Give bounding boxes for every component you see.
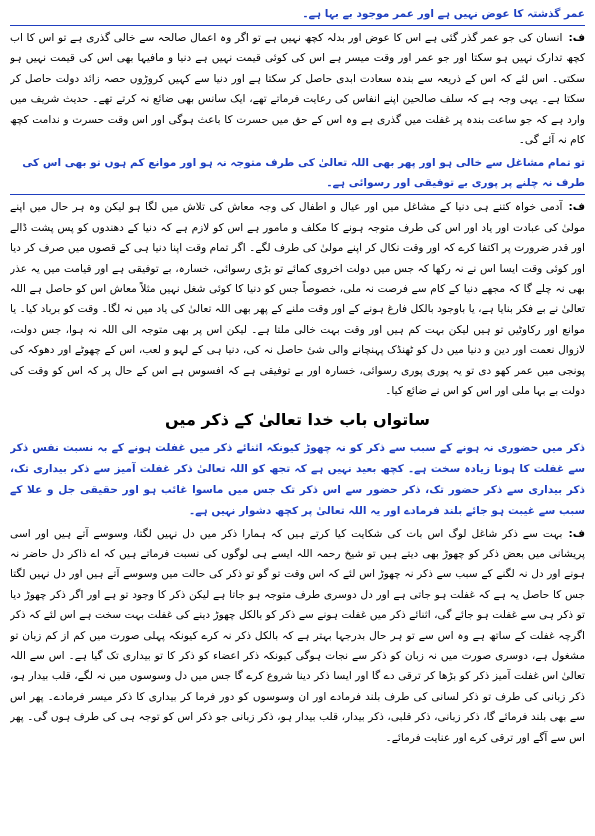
paragraph-text: انسان کی جو عمر گذر گئی ہے اس کا عوض اور بدلہ کچھ نہیں ہے تو اگر وہ اعمال صالحہ سے خالی گذری ہے تو اس کا اب کچھ تدارک نہیں ہو سکتا اور جو عمر اور وقت میسر ہے اس کی کوئی قیمت نہیں ہے دنیا و مافیہا بھی اس کی قیمت نہیں ہو سکتی۔ اس لئے کہ اس کے ذریعہ سے بندہ سعادت ابدی حاصل کر سکتا ہے اور دنیا سے کہیں کروڑوں حصہ زائد دولت حاصل کر سکتا ہے۔ یہی وجہ ہے کہ سلف صالحین اپنے انفاس کی رعایت فرماتے تھے، ایک سانس بھی ضائع نہ کرتے تھے۔ حدیث شریف میں وارد ہے کہ جو ساعت بندہ پر غفلت میں گذری ہے وہ اس کے حق میں حسرت کا باعث ہوگی اور اس وقت حسرت و ندامت کچھ کام نہ آئے گی۔ <box>10 32 585 147</box>
paragraph-first <box>10 28 585 150</box>
paragraph-text: آدمی خواہ کتنے ہی دنیا کے مشاغل میں اور عیال و اطفال کی وجہ معاش کی تلاش میں لگا ہو لیکن وہ ہر حال میں اپنے مولیٰ کی عبادت اور یاد اور اس کی طرف متوجہ ہونے کا مکلف و مامور ہے اس کو لازم ہے کہ دنیا کے دھندوں کو پس پشت ڈالے اور قدر ضرورت پر اکتفا کرے کہ اور وقت نکال کر اپنے مولیٰ کی طرف لگے۔ اگر تمام وقت اپنا دنیا ہی کے قصوں میں صرف کر دیا اور کوئی وقت ایسا اس نے نہ رکھا کہ جس میں دولت اخروی کمائے تو بڑی رسوائی، خسارہ، بے توفیقی ہے اور قیامت میں یہ عذر بھی نہ چلے گا کہ مجھے دنیا کے کام سے فرصت نہ ملی، خصوصاً جس کو دنیا کا کوئی شغل نہیں مثلاً معاش اس کو حاصل ہے اللہ تعالیٰ نے بے فکر بنایا ہے، یا باوجود بالکل فارغ ہونے کے اور وقت ملنے کے پھر بھی اللہ تعالیٰ کی یاد میں نہ لگا۔ وقت کو برباد کیا۔ یا موانع اور رکاوٹیں تو ہیں لیکن بہت کم ہیں اور وقت بہت خالی ملتا ہے۔ لیکن اس پر بھی متوجہ الی اللہ نہ ہوا، جس دولت، لازوال نعمت اور دین و دنیا میں دل کو ٹھنڈک پہنچانے والی شیٔ حاصل نہ کی، دنیا ہی کے لہو و لعب، اس کے چھوٹے اور دھوکہ کی پونجی میں عمر کھو دی تو یہ پوری پوری رسوائی، خسارہ اور بے توفیقی ہے کہ افسوس ہے اس کے حال پر کہ اس کو وقت کی دولت بے بہا ملی اور اس کو اس نے ضائع کیا۔ <box>10 201 585 398</box>
paragraph-text: بہت سے ذکر شاغل لوگ اس بات کی شکایت کیا کرتے ہیں کہ ہمارا ذکر میں دل نہیں لگتا، وسوسے آتے ہیں اور اسی پریشانی میں بعض ذکر کو چھوڑ بھی دیتے ہیں تو شیخ رحمہ اللہ ایسے ہی لوگوں کی نسبت فرماتے ہیں کہ اے ذاکر دل حاضر نہ ہونے اور دل نہ لگنے کے سبب سے ذکر نہ چھوڑ اس لئے کہ اس وقت تو گو تو ذکر کی حالت میں وسوسے آتے ہیں اور دل نہیں لگتا جس کا حاصل یہ ہے کہ غفلت ہو جاتی ہے اور دل دوسری طرف متوجہ ہو جاتا ہے لیکن ذکر کا وجود تو ہے اور اگر ذکر چھوڑ دیا تو ذکر ہی سے غفلت ہو جائے گی، اثنائے ذکر میں غفلت ہونے سے ذکر کو بالکل چھوڑ دینے کی غفلت بہت سخت ہے اس لئے کہ ذکر اگرچہ غفلت کے ساتھ ہے وہ اس سے تو ہر حال بدرجہا بہتر ہے کہ بالکل ذکر نہ کرے کیونکہ پہلی صورت میں کم از کم زبان تو مشغول ہے، دوسری صورت میں نہ زبان کو ذکر سے نجات ہوگی کیونکہ ذکر اعضاء کو ذکر کا تو بیداری تک گیا ہے۔ اس سے اللہ تعالیٰ اس غفلت آمیز ذکر کو بڑھا کر ترقی دے گا اور ایسا ذکر دینا شروع کرے گا جس میں دل وسوسوں میں نہ لگے، قلب بیدار ہو، ذکر زبانی کی طرف تو ذکر لسانی کی طرف بلند فرمادے اور ان وسوسوں کو دور فرما کر بیداری کا ذکر میسر فرمادے۔ پھر اس سے بھی بلند فرمائے گا، ذکر زبانی، ذکر قلبی، ذکر بیدار، قلب بیدار ہو، ذکر زبانی جو ذکر اس کو توجہ ہی کی طرف ہوں گی۔ پھر اس سے آگے اور ترقی کرے اور عنایت فرمائے۔ <box>10 527 585 744</box>
paragraph-tag: ف: <box>568 32 585 44</box>
paragraph-third <box>10 524 585 748</box>
highlighted-saying: ذکر میں حضوری نہ ہونے کے سبب سے ذکر کو نہ چھوڑ کیونکہ اثنائے ذکر میں غفلت ہونے کے بہ نسبت نفس ذکر سے غفلت کا ہونا زیادہ سخت ہے۔ کچھ بعید نہیں ہے کہ تجھ کو اللہ تعالیٰ ذکر غفلت آمیز سے ذکر بیداری تک، ذکر بیداری سے ذکر حضور تک، ذکر حضور سے اس ذکر تک جس میں ماسوا غائب ہو اور حقیقی جل و علا کے سبب سے غیبت ہو جائے بلند فرمادے اور یہ اللہ تعالیٰ پر کچھ دشوار نہیں ہے۔ <box>10 441 585 517</box>
paragraph-tag: ف: <box>568 527 585 540</box>
heading-first: عمر گذشتہ کا عوض نہیں ہے اور عمر موجود بے بہا ہے۔ <box>10 4 585 26</box>
chapter-title: ساتواں باب خدا تعالیٰ کے ذکر میں <box>165 409 430 429</box>
document-page <box>10 4 585 824</box>
heading-second: تو تمام مشاغل سے خالی ہو اور پھر بھی اللہ تعالیٰ کی طرف متوجہ نہ ہو اور موانع کم ہوں تو بھی اس کی طرف نہ چلنے پر پوری بے توفیقی اور رسوائی ہے۔ <box>10 153 585 195</box>
paragraph-tag: ف: <box>568 201 585 214</box>
paragraph-second <box>10 197 585 401</box>
